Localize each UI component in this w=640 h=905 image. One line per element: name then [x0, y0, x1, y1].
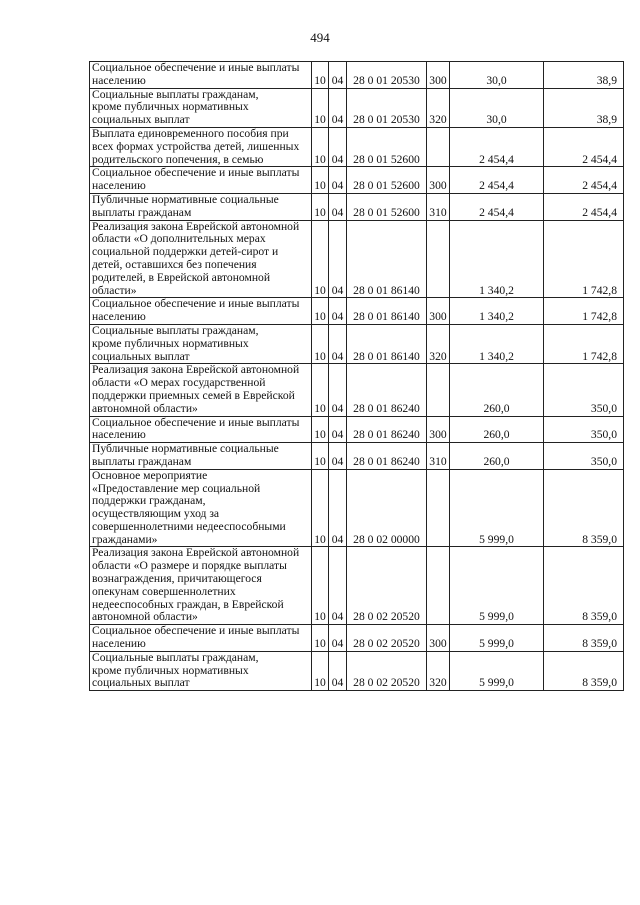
amount-year1-cell: 1 340,2: [450, 220, 544, 298]
amount-year1-cell: 2 454,4: [450, 127, 544, 166]
amount-year2-cell: 1 742,8: [544, 324, 624, 363]
amount-year1-cell: 5 999,0: [450, 625, 544, 652]
subsection-code-cell: 04: [329, 298, 347, 325]
section-code-cell: 10: [312, 298, 329, 325]
expense-type-cell: 310: [427, 443, 450, 470]
section-code-cell: 10: [312, 88, 329, 127]
row-name-cell: [90, 62, 312, 89]
amount-year2-cell: 350,0: [544, 416, 624, 443]
row-name-cell: [90, 88, 312, 127]
target-article-cell: 28 0 01 52600: [347, 193, 427, 220]
target-article-cell: 28 0 01 52600: [347, 167, 427, 194]
section-code-cell: 10: [312, 651, 329, 690]
row-name-cell: [90, 364, 312, 416]
section-code-cell: 10: [312, 193, 329, 220]
amount-year2-cell: 1 742,8: [544, 220, 624, 298]
section-code-cell: 10: [312, 443, 329, 470]
subsection-code-cell: 04: [329, 651, 347, 690]
target-article-cell: 28 0 01 86240: [347, 416, 427, 443]
row-name-cell: [90, 193, 312, 220]
expense-type-cell: 300: [427, 625, 450, 652]
amount-year2-cell: 350,0: [544, 364, 624, 416]
table-row: [90, 443, 624, 470]
row-name-text: Социальное обеспечение и иные выплаты населению: [92, 297, 300, 324]
section-code-cell: 10: [312, 62, 329, 89]
table-row: [90, 62, 624, 89]
subsection-code-cell: 04: [329, 167, 347, 194]
expense-type-cell: [427, 364, 450, 416]
section-code-cell: 10: [312, 167, 329, 194]
amount-year2-cell: 2 454,4: [544, 167, 624, 194]
expense-type-cell: 300: [427, 416, 450, 443]
row-name-cell: [90, 547, 312, 625]
target-article-cell: 28 0 01 86240: [347, 443, 427, 470]
subsection-code-cell: 04: [329, 625, 347, 652]
row-name-text: Социальные выплаты гражданам, кроме публичных нормативных социальных выплат: [92, 324, 259, 363]
row-name-cell: [90, 625, 312, 652]
row-name-text: Основное мероприятие «Предоставление мер социальной поддержки гражданам, осуществляющим уход за совершеннолетними недееспособными гражданами»: [92, 469, 286, 546]
amount-year2-cell: 8 359,0: [544, 469, 624, 547]
subsection-code-cell: 04: [329, 416, 347, 443]
expense-type-cell: [427, 220, 450, 298]
amount-year1-cell: 260,0: [450, 443, 544, 470]
target-article-cell: 28 0 02 20520: [347, 547, 427, 625]
subsection-code-cell: 04: [329, 324, 347, 363]
section-code-cell: 10: [312, 127, 329, 166]
amount-year1-cell: 30,0: [450, 62, 544, 89]
target-article-cell: 28 0 01 86240: [347, 364, 427, 416]
subsection-code-cell: 04: [329, 127, 347, 166]
amount-year1-cell: 5 999,0: [450, 547, 544, 625]
budget-table-body: [90, 62, 624, 691]
amount-year2-cell: 38,9: [544, 88, 624, 127]
row-name-cell: [90, 324, 312, 363]
amount-year1-cell: 5 999,0: [450, 651, 544, 690]
row-name-text: Социальные выплаты гражданам, кроме публичных нормативных социальных выплат: [92, 88, 259, 127]
amount-year2-cell: 2 454,4: [544, 127, 624, 166]
subsection-code-cell: 04: [329, 364, 347, 416]
table-row: [90, 651, 624, 690]
section-code-cell: 10: [312, 324, 329, 363]
section-code-cell: 10: [312, 220, 329, 298]
amount-year2-cell: 350,0: [544, 443, 624, 470]
row-name-cell: [90, 167, 312, 194]
row-name-text: Социальное обеспечение и иные выплаты населению: [92, 166, 300, 193]
expense-type-cell: [427, 469, 450, 547]
subsection-code-cell: 04: [329, 62, 347, 89]
target-article-cell: 28 0 01 86140: [347, 298, 427, 325]
amount-year1-cell: 260,0: [450, 416, 544, 443]
expense-type-cell: 320: [427, 324, 450, 363]
table-row: [90, 324, 624, 363]
subsection-code-cell: 04: [329, 443, 347, 470]
target-article-cell: 28 0 02 20520: [347, 651, 427, 690]
expense-type-cell: 320: [427, 651, 450, 690]
row-name-text: Выплата единовременного пособия при всех формах устройства детей, лишенных родительского попечения, в семью: [92, 127, 300, 166]
amount-year1-cell: 5 999,0: [450, 469, 544, 547]
target-article-cell: 28 0 01 86140: [347, 324, 427, 363]
section-code-cell: 10: [312, 416, 329, 443]
amount-year2-cell: 2 454,4: [544, 193, 624, 220]
table-row: [90, 416, 624, 443]
amount-year1-cell: 1 340,2: [450, 324, 544, 363]
section-code-cell: 10: [312, 625, 329, 652]
amount-year2-cell: 38,9: [544, 62, 624, 89]
subsection-code-cell: 04: [329, 220, 347, 298]
subsection-code-cell: 04: [329, 547, 347, 625]
subsection-code-cell: 04: [329, 469, 347, 547]
amount-year2-cell: 8 359,0: [544, 547, 624, 625]
table-row: [90, 364, 624, 416]
row-name-text: Социальные выплаты гражданам, кроме публичных нормативных социальных выплат: [92, 651, 259, 690]
row-name-text: Реализация закона Еврейской автономной области «О дополнительных мерах социальной поддержки детей-сирот и детей, оставшихся без попечения родителей, в Еврейской автономной области»: [92, 220, 300, 297]
amount-year2-cell: 8 359,0: [544, 625, 624, 652]
table-row: [90, 193, 624, 220]
table-row: [90, 469, 624, 547]
row-name-cell: [90, 298, 312, 325]
row-name-cell: [90, 469, 312, 547]
row-name-text: Публичные нормативные социальные выплаты гражданам: [92, 193, 279, 219]
target-article-cell: 28 0 02 00000: [347, 469, 427, 547]
expense-type-cell: [427, 127, 450, 166]
subsection-code-cell: 04: [329, 193, 347, 220]
target-article-cell: 28 0 01 86140: [347, 220, 427, 298]
section-code-cell: 10: [312, 364, 329, 416]
amount-year1-cell: 30,0: [450, 88, 544, 127]
target-article-cell: 28 0 01 20530: [347, 62, 427, 89]
expense-type-cell: 300: [427, 167, 450, 194]
target-article-cell: 28 0 01 52600: [347, 127, 427, 166]
row-name-cell: [90, 651, 312, 690]
target-article-cell: 28 0 01 20530: [347, 88, 427, 127]
section-code-cell: 10: [312, 547, 329, 625]
row-name-cell: [90, 220, 312, 298]
row-name-text: Социальное обеспечение и иные выплаты населению: [92, 416, 300, 442]
row-name-cell: [90, 127, 312, 166]
target-article-cell: 28 0 02 20520: [347, 625, 427, 652]
amount-year1-cell: 2 454,4: [450, 193, 544, 220]
table-row: [90, 167, 624, 194]
row-name-text: Реализация закона Еврейской автономной области «О мерах государственной поддержки приемных семей в Еврейской автономной области»: [92, 363, 300, 415]
row-name-cell: [90, 416, 312, 443]
row-name-text: Реализация закона Еврейской автономной области «О размере и порядке выплаты вознаграждения, причитающегося опекунам совершеннолетних недееспособных граждан, в Еврейской автономной области»: [92, 546, 300, 624]
amount-year1-cell: 2 454,4: [450, 167, 544, 194]
table-row: [90, 625, 624, 652]
budget-table: [89, 61, 624, 691]
row-name-cell: [90, 443, 312, 470]
amount-year2-cell: 1 742,8: [544, 298, 624, 325]
row-name-text: Социальное обеспечение и иные выплаты населению: [92, 61, 300, 87]
row-name-text: Социальное обеспечение и иные выплаты населению: [92, 624, 300, 651]
amount-year1-cell: 1 340,2: [450, 298, 544, 325]
expense-type-cell: 320: [427, 88, 450, 127]
table-row: [90, 88, 624, 127]
table-row: [90, 220, 624, 298]
row-name-text: Публичные нормативные социальные выплаты гражданам: [92, 442, 279, 468]
expense-type-cell: 310: [427, 193, 450, 220]
amount-year2-cell: 8 359,0: [544, 651, 624, 690]
expense-type-cell: 300: [427, 298, 450, 325]
amount-year1-cell: 260,0: [450, 364, 544, 416]
section-code-cell: 10: [312, 469, 329, 547]
page-number: 494: [310, 30, 330, 45]
expense-type-cell: [427, 547, 450, 625]
table-row: [90, 298, 624, 325]
expense-type-cell: 300: [427, 62, 450, 89]
subsection-code-cell: 04: [329, 88, 347, 127]
table-row: [90, 127, 624, 166]
table-row: [90, 547, 624, 625]
